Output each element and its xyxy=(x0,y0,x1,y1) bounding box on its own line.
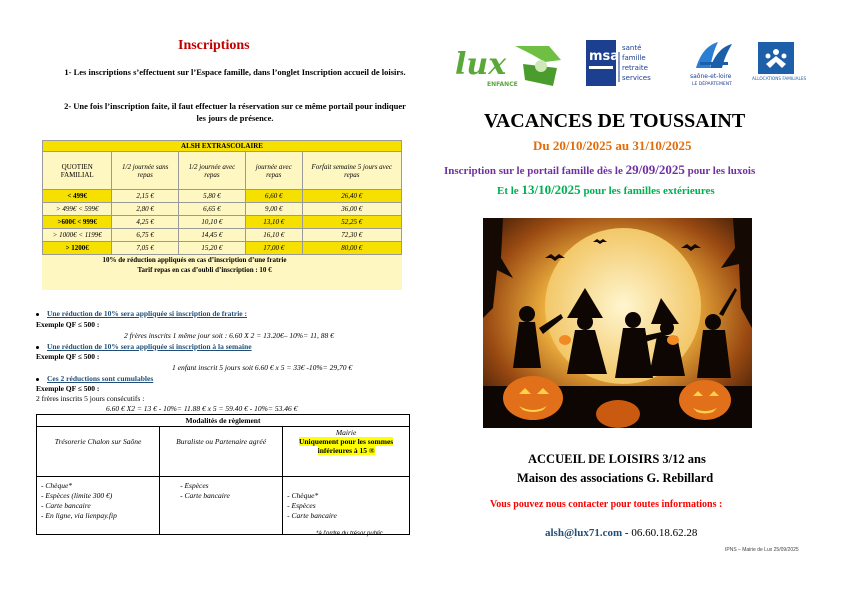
table-row xyxy=(43,203,402,216)
reduction-2-example: Exemple QF ≤ 500 : xyxy=(36,352,100,361)
table-cell: 9,00 € xyxy=(245,203,302,216)
mairie-limit-highlight: Uniquement pour les sommes inférieures à 15 ® xyxy=(298,437,394,455)
table-cell: 15,20 € xyxy=(178,242,245,255)
table-cell: 72,30 € xyxy=(302,229,401,242)
payment-table xyxy=(36,414,410,535)
table-cell: 13,10 € xyxy=(245,216,302,229)
table-cell: 17,00 € xyxy=(245,242,302,255)
svg-text:ENFANCE: ENFANCE xyxy=(487,81,518,88)
holiday-dates: Du 20/10/2025 au 31/10/2025 xyxy=(533,138,692,153)
list-item: - Chèque* xyxy=(287,491,319,500)
contact-text: Vous pouvez nous contacter pour toutes informations : xyxy=(490,499,723,510)
phone-number: - 06.60.18.62.28 xyxy=(622,527,698,539)
svg-text:services: services xyxy=(622,74,651,82)
ipns-note: IPNS – Mairie de Lux 25/09/2025 xyxy=(725,547,799,553)
table-cell: 7,05 € xyxy=(112,242,179,255)
col-mairie: Mairie Uniquement pour les sommes inférieures à 15 ® xyxy=(283,427,410,477)
price-table xyxy=(42,140,402,290)
list-item: - Carte bancaire xyxy=(41,501,91,510)
list-item: - Carte bancaire xyxy=(180,491,230,500)
col-tresorerie: Trésorerie Chalon sur Saône xyxy=(37,427,160,477)
page-title: VACANCES DE TOUSSAINT xyxy=(484,110,746,132)
tresorerie-methods xyxy=(37,477,160,535)
footnote: *à l’ordre du trésor public xyxy=(316,531,383,537)
reduction-3-example: Exemple QF ≤ 500 : xyxy=(36,384,100,393)
table-cell: 36,00 € xyxy=(302,203,401,216)
list-item: - En ligne, via lienpay.fip xyxy=(41,511,117,520)
table-cell: 14,45 € xyxy=(178,229,245,242)
table-cell: 2,80 € xyxy=(112,203,179,216)
reduction-3-heading: Ces 2 réductions sont cumulables xyxy=(36,374,153,384)
fratrie-note: 10% de réduction appliqués en cas d’inscription d’une fratrie xyxy=(102,256,287,264)
reduction-3-line: 2 frères inscrits 5 jours consécutifs : xyxy=(36,394,145,403)
col-header: 1/2 journée avec repas xyxy=(178,152,245,190)
table-cell: 6,65 € xyxy=(178,203,245,216)
saone-et-loire-logo xyxy=(688,38,738,88)
list-item: - Espèces (limite 300 €) xyxy=(41,491,113,500)
reduction-2-calc: 1 enfant inscrit 5 jours soit 6.60 € x 5 = 33€ -10%= 29,70 € xyxy=(172,363,353,372)
col-header: journée avec repas xyxy=(245,152,302,190)
payment-heading: Modalités de règlement xyxy=(37,415,410,427)
step-1-text: 1- Les inscriptions s’effectuent sur l’Espace famille, dans l’onglet Inscription accueil de loisirs. xyxy=(64,67,406,77)
table-cell: 26,40 € xyxy=(302,190,401,203)
buraliste-methods xyxy=(160,477,283,535)
table-cell: 6,75 € xyxy=(112,229,179,242)
table-cell: < 499€ xyxy=(43,190,112,203)
col-header: Forfait semaine 5 jours avec repas xyxy=(302,152,401,190)
svg-text:famille: famille xyxy=(622,54,646,62)
meal-note: Tarif repas en cas d’oubli d’inscription : 10 € xyxy=(137,266,272,274)
col-header: QUOTIEN FAMILIAL xyxy=(43,152,112,190)
portal-registration-line: Inscription sur le portail famille dès le 29/09/2025 pour les luxois xyxy=(444,162,756,177)
table-cell: 52,25 € xyxy=(302,216,401,229)
svg-text:santé: santé xyxy=(622,44,642,52)
table-cell: 5,80 € xyxy=(178,190,245,203)
svg-text:lux: lux xyxy=(455,47,507,82)
bullet-icon xyxy=(36,378,39,381)
svg-text:retraite: retraite xyxy=(622,64,648,72)
table-row xyxy=(43,242,402,255)
reduction-1-example: Exemple QF ≤ 500 : xyxy=(36,320,100,329)
reduction-3-calc: 6.60 € X2 = 13 € - 10%= 11.88 € x 5 = 59.40 € - 10%= 53.46 € xyxy=(106,404,298,413)
table-cell: > 1000€ < 1199€ xyxy=(43,229,112,242)
external-registration-line: Et le 13/10/2025 pour les familles extérieures xyxy=(497,182,715,197)
caf-logo xyxy=(752,42,807,86)
reduction-1-heading: Une réduction de 10% sera appliquée si inscription de fratrie : xyxy=(36,309,247,319)
email-link[interactable]: alsh@lux71.com xyxy=(545,527,623,539)
table-cell: 4,25 € xyxy=(112,216,179,229)
table-row xyxy=(43,229,402,242)
contact-line xyxy=(545,527,697,539)
location-name: Maison des associations G. Rebillard xyxy=(517,471,714,485)
svg-text:LE DÉPARTEMENT: LE DÉPARTEMENT xyxy=(692,82,732,87)
svg-text:ALLOCATIONS FAMILIALES: ALLOCATIONS FAMILIALES xyxy=(752,76,807,81)
table-cell: 16,10 € xyxy=(245,229,302,242)
halloween-illustration xyxy=(483,218,752,428)
reduction-1-calc: 2 frères inscrits 1 même jour soit : 6.60 X 2 = 13.20€– 10%= 11, 88 € xyxy=(124,331,334,340)
step-2-text: 2- Une fois l’inscription faite, il faut effectuer la réservation sur ce même portail pour indiquer les jours de présence. xyxy=(64,101,406,123)
mairie-methods xyxy=(283,477,410,535)
list-item: - Carte bancaire xyxy=(287,511,337,520)
table-cell: 80,00 € xyxy=(302,242,401,255)
list-item: - Espèces xyxy=(180,481,209,490)
table-cell: 10,10 € xyxy=(178,216,245,229)
col-header: 1/2 journée sans repas xyxy=(112,152,179,190)
table-cell: 6,60 € xyxy=(245,190,302,203)
table-cell: >600€ < 999€ xyxy=(43,216,112,229)
list-item: - Chèque* xyxy=(41,481,73,490)
reduction-2-heading: Une réduction de 10% sera appliquée si inscription à la semaine xyxy=(36,342,252,352)
svg-text:msa: msa xyxy=(589,49,620,64)
table-banner: ALSH EXTRASCOLAIRE xyxy=(43,141,402,152)
table-row xyxy=(43,216,402,229)
bullet-icon xyxy=(36,346,39,349)
table-cell: 2,15 € xyxy=(112,190,179,203)
svg-text:saône-et-loire: saône-et-loire xyxy=(690,73,732,80)
table-row xyxy=(43,190,402,203)
accueil-title: ACCUEIL DE LOISIRS 3/12 ans xyxy=(528,452,706,466)
inscriptions-title: Inscriptions xyxy=(178,38,250,53)
lux-enfance-logo xyxy=(453,40,565,94)
table-cell: > 499€ < 599€ xyxy=(43,203,112,216)
list-item: - Espèces xyxy=(287,501,316,510)
col-buraliste: Buraliste ou Partenaire agréé xyxy=(160,427,283,477)
bullet-icon xyxy=(36,313,39,316)
table-cell: > 1200€ xyxy=(43,242,112,255)
msa-logo xyxy=(586,40,664,86)
